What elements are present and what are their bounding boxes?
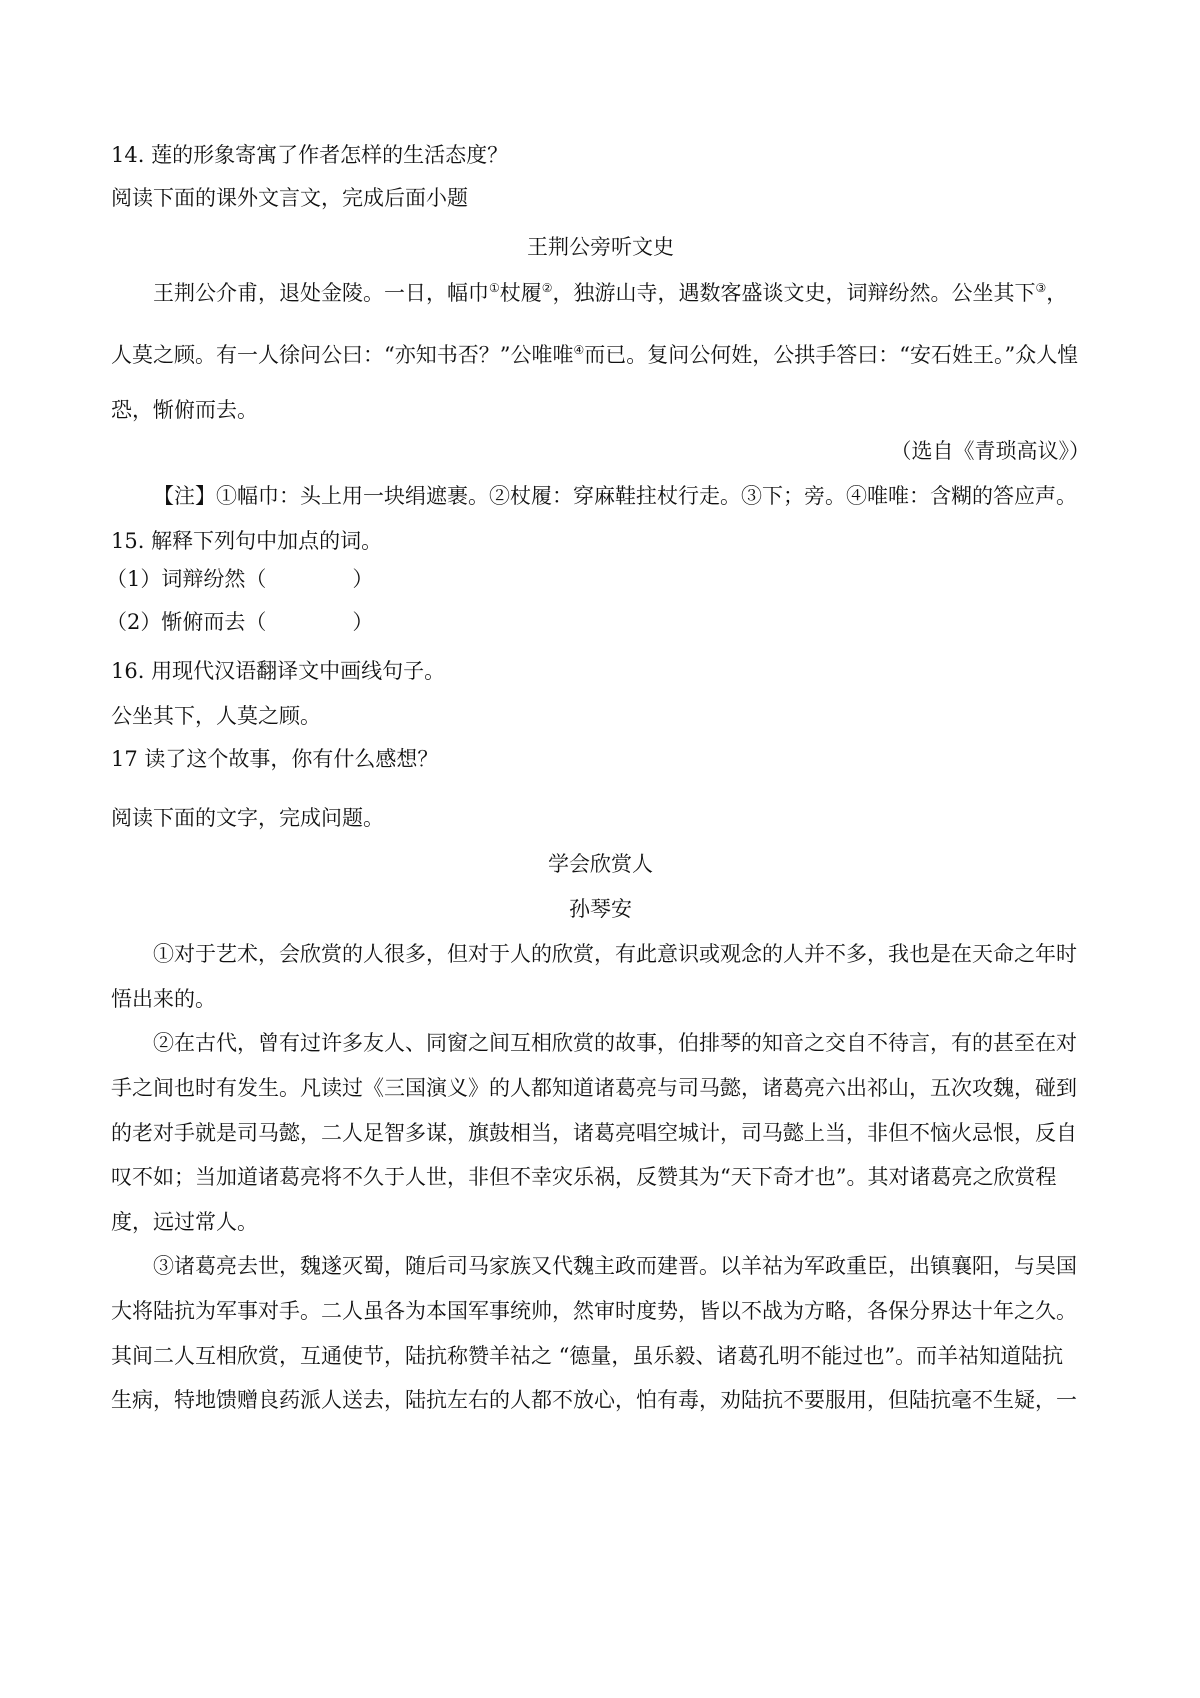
question-14: 14. 莲的形象寄寓了作者怎样的生活态度？ xyxy=(111,143,509,167)
footnote-marker: ③ xyxy=(1035,281,1047,295)
passage-2-line: 叹不如；当加道诸葛亮将不久于人世，非但不幸灾乐祸，反赞其为“天下奇才也”。其对诸葛亮之欣赏程 xyxy=(111,1165,1057,1189)
footnote-marker: ④ xyxy=(573,343,585,357)
question-15-item-2: （2）惭俯而去（ ） xyxy=(106,607,1090,637)
footnote-marker: ① xyxy=(489,281,500,295)
passage-1-line-1: 王荆公介甫，退处金陵。一日，幅巾①杖履②，独游山寺，遇数客盛谈文史，词辩纷然。公坐其下③， xyxy=(153,281,1068,305)
passage-1-line-3: 恐，惭俯而去。 xyxy=(111,398,258,422)
dotted-word: 然 xyxy=(224,564,245,594)
passage-2-line: 度，远过常人。 xyxy=(111,1210,258,1234)
question-16-sentence: 公坐其下，人莫之顾。 xyxy=(111,704,321,728)
reading-instruction-1: 阅读下面的课外文言文，完成后面小题 xyxy=(111,186,468,210)
question-15-stem: 15. 解释下列句中加点的词。 xyxy=(111,529,383,553)
dotted-word: 去 xyxy=(224,607,245,637)
footnote-marker: ② xyxy=(541,281,553,295)
question-15-item-1: （1）词辩纷然（ ） xyxy=(106,564,1090,594)
passage-1-source: （选自《青琐高议》） xyxy=(890,439,1090,463)
passage-2-line: 的老对手就是司马懿，二人足智多谋，旗鼓相当，诸葛亮唱空城计，司马懿上当，非但不恼火忌恨，反自 xyxy=(111,1121,1077,1145)
passage-2-line: 大将陆抗为军事对手。二人虽各为本国军事统帅，然审时度势，皆以不战为方略，各保分界达十年之久。 xyxy=(111,1299,1077,1323)
passage-2-author: 孙琴安 xyxy=(569,897,632,921)
passage-2-line: ③诸葛亮去世，魏遂灭蜀，随后司马家族又代魏主政而建晋。以羊祜为军政重臣，出镇襄阳，与吴国 xyxy=(153,1254,1077,1278)
passage-1-title: 王荆公旁听文史 xyxy=(527,235,674,259)
passage-1-notes: 【注】①幅巾：头上用一块绢遮裹。②杖履：穿麻鞋拄杖行走。③下；旁。④唯唯：含糊的答应声。 xyxy=(153,484,1077,508)
passage-2-line: 其间二人互相欣赏，互通使节，陆抗称赞羊祜之 “德量，虽乐毅、诸葛孔明不能过也”。而羊祜知道陆抗 xyxy=(111,1344,1064,1368)
passage-2-title: 学会欣赏人 xyxy=(548,852,653,876)
passage-2-line: ①对于艺术，会欣赏的人很多，但对于人的欣赏，有此意识或观念的人并不多，我也是在天命之年时 xyxy=(153,942,1077,966)
question-17: 17 读了这个故事，你有什么感想？ xyxy=(111,747,439,771)
passage-2-line: 悟出来的。 xyxy=(111,987,216,1011)
reading-instruction-2: 阅读下面的文字，完成问题。 xyxy=(111,806,384,830)
passage-2-line: ②在古代，曾有过许多友人、同窗之间互相欣赏的故事，伯排琴的知音之交自不待言，有的甚至在对 xyxy=(153,1031,1077,1055)
passage-2-line: 生病，特地馈赠良药派人送去，陆抗左右的人都不放心，怕有毒，劝陆抗不要服用，但陆抗毫不生疑，一 xyxy=(111,1388,1077,1412)
passage-2-line: 手之间也时有发生。凡读过《三国演义》的人都知道诸葛亮与司马懿，诸葛亮六出祁山，五次攻魏，碰到 xyxy=(111,1076,1077,1100)
passage-1-line-2: 人莫之顾。有一人徐问公曰：“亦知书否？”公唯唯④而已。复问公何姓，公拱手答曰：“安石姓王。”众人惶 xyxy=(111,343,1079,367)
question-16-stem: 16. 用现代汉语翻译文中画线句子。 xyxy=(111,659,446,683)
